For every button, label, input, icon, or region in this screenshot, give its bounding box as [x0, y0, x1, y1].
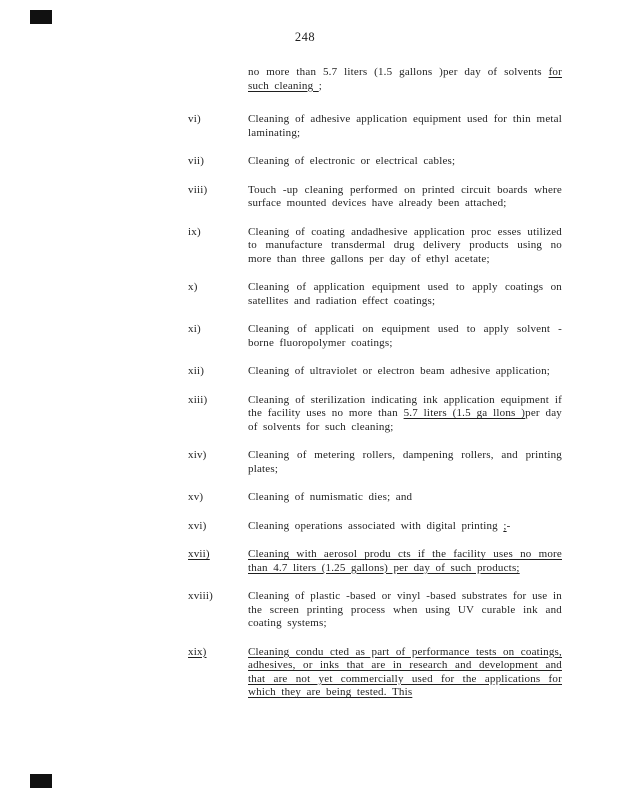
text-segment: Cleaning of applicati on equipment used to apply solvent - borne fluoropolymer coatings;: [248, 323, 562, 349]
text-segment: Cleaning of ultraviolet or electron beam adhesive application;: [248, 365, 551, 377]
text-segment: Cleaning with aerosol produ cts if the facility uses no more than 4.7 liters (1.25 gallons) per day of such products;: [248, 548, 562, 574]
text-segment: ;: [503, 519, 507, 532]
text-segment: -: [506, 519, 511, 532]
text-segment: Cleaning of coating andadhesive application proc esses utilized to manufacture transdermal drug delivery products using no more than three gallons per day of ethyl acetate;: [248, 225, 562, 265]
list-item: [188, 520, 562, 534]
list-item: [188, 491, 562, 505]
item-text: [248, 548, 562, 575]
item-marker: x): [188, 281, 198, 293]
item-marker: xii): [188, 365, 205, 377]
item-marker: xi): [188, 323, 201, 335]
text-segment: Cleaning of metering rollers, dampening rollers, and printing plates;: [248, 449, 562, 475]
intro-text: [248, 66, 562, 93]
list-item: [188, 548, 562, 575]
list-item: [188, 323, 562, 350]
item-marker: xviii): [188, 590, 214, 602]
item-text: [248, 323, 562, 350]
intro-paragraph: [188, 66, 562, 93]
list-item: [188, 590, 562, 631]
item-marker: xvii): [188, 548, 210, 560]
item-text: [248, 226, 562, 267]
list-item: [188, 365, 562, 379]
item-text: [248, 590, 562, 631]
item-marker: xv): [188, 491, 204, 503]
text-segment: per day of solvents for such cleaning;: [248, 407, 563, 433]
item-marker: xvi): [188, 519, 207, 532]
list-item: [188, 226, 562, 267]
item-text: [248, 184, 562, 211]
text-segment: Cleaning of plastic -based or vinyl -based substrates for use in the screen printing process when using UV curable ink and coating systems;: [248, 590, 562, 629]
list-item: [188, 449, 562, 476]
item-text: [248, 646, 562, 700]
text-segment: 5.7 liters (1.5 ga llons ): [403, 407, 526, 419]
text-segment: Cleaning of application equipment used to apply coatings on satellites and radiation effect coatings;: [248, 281, 562, 307]
list-item: [188, 646, 562, 700]
item-text: [248, 155, 562, 169]
item-marker: viii): [188, 183, 208, 196]
item-text: [248, 394, 562, 435]
item-marker: xix): [188, 645, 207, 658]
item-marker: vii): [188, 155, 205, 167]
list-item: [188, 113, 562, 140]
item-text: [248, 281, 562, 308]
text-segment: Cleaning operations associated with digital printing: [248, 519, 504, 532]
scan-corner-mark-top: [30, 10, 52, 24]
list-item: [188, 281, 562, 308]
text-segment: Cleaning of sterilization indicating ink application equipment if the facility uses no more than: [248, 393, 562, 419]
item-text: [248, 520, 562, 534]
item-text: [248, 365, 562, 379]
item-marker: xiv): [188, 449, 207, 461]
item-marker: xiii): [188, 393, 208, 406]
item-marker: vi): [188, 113, 201, 125]
item-text: [248, 113, 562, 140]
page-number: 248: [294, 30, 316, 44]
item-text: [248, 491, 562, 505]
list-item: [188, 184, 562, 211]
item-text: [248, 449, 562, 476]
list-item: [188, 394, 562, 435]
text-segment: Touch -up cleaning performed on printed circuit boards where surface mounted devices have already been attached;: [248, 183, 562, 209]
document-body: [188, 66, 562, 715]
text-segment: for such cleaning: [248, 66, 562, 92]
text-segment: no more than 5.7 liters (1.5 gallons )per day of solvents: [248, 66, 549, 78]
text-segment: Cleaning of electronic or electrical cables;: [248, 155, 456, 167]
text-segment: Cleaning of adhesive application equipment used for thin metal laminating;: [248, 113, 562, 139]
item-marker: ix): [188, 225, 201, 238]
scan-corner-mark-bottom: [30, 774, 52, 788]
text-segment: Cleaning condu cted as part of performance tests on coatings, adhesives, or inks that are in research and development and that are not yet commercially used for the applications for which they are being tested. This: [248, 645, 562, 698]
text-segment: ;: [318, 79, 322, 92]
items-list: [188, 113, 562, 700]
list-item: [188, 155, 562, 169]
item-marker: [188, 66, 248, 93]
text-segment: Cleaning of numismatic dies; and: [248, 491, 413, 503]
